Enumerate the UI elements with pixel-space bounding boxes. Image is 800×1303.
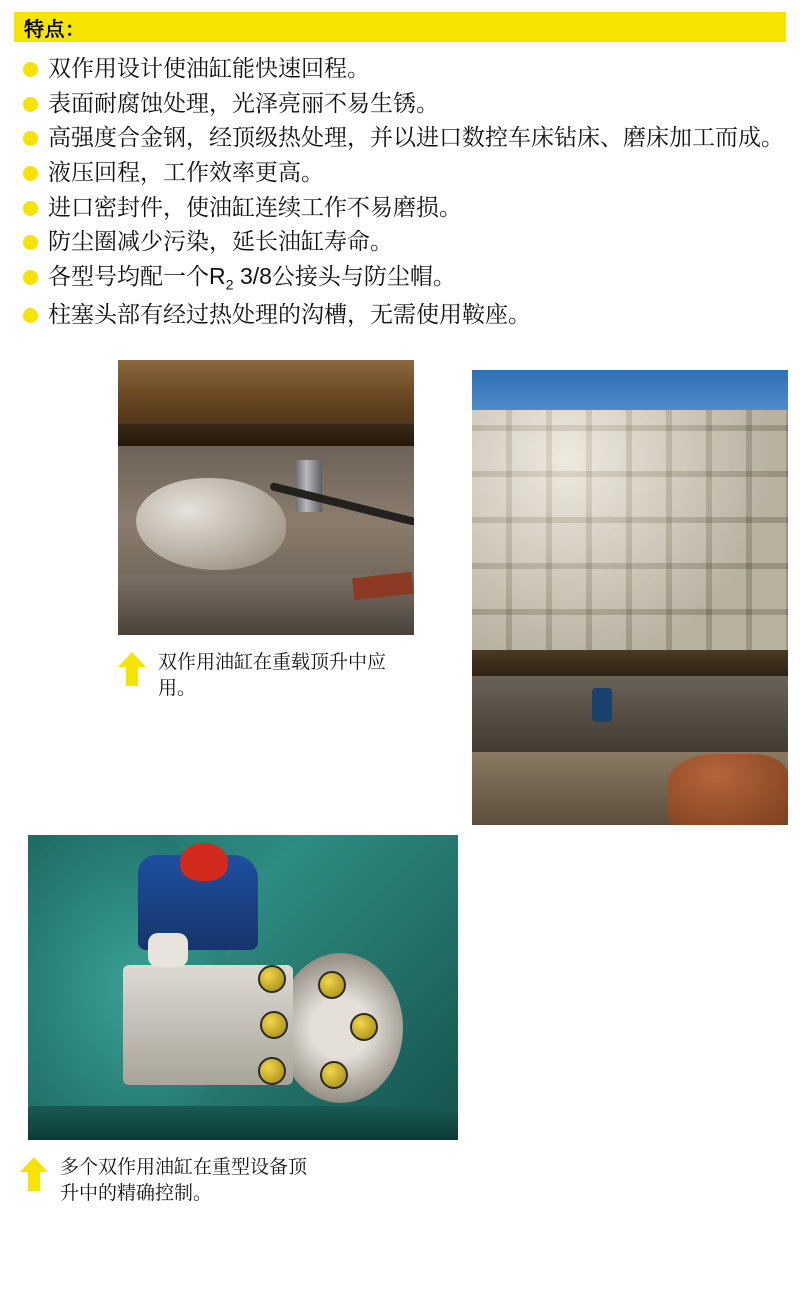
bullet-icon bbox=[23, 235, 38, 250]
caption-text: 多个双作用油缸在重型设备顶升中的精确控制。 bbox=[60, 1157, 308, 1204]
photo-detail bbox=[592, 688, 612, 722]
photo-jacking bbox=[118, 360, 414, 635]
list-item-label: 高强度合金钢，经顶级热处理，并以进口数控车床钻床、磨床加工而成。 bbox=[48, 124, 784, 151]
list-item-label: 表面耐腐蚀处理，光泽亮丽不易生锈。 bbox=[48, 89, 439, 116]
photo-detail bbox=[296, 460, 322, 512]
caption-text: 双作用油缸在重载顶升中应用。 bbox=[158, 652, 387, 699]
bullet-icon bbox=[23, 270, 38, 285]
page-title: 特点： bbox=[24, 18, 86, 41]
photo-gallery bbox=[0, 360, 800, 1220]
photo-detail bbox=[118, 424, 414, 446]
photo-detail bbox=[472, 410, 788, 655]
list-item bbox=[18, 156, 784, 189]
up-arrow-icon bbox=[118, 652, 146, 686]
photo-loadtest bbox=[472, 370, 788, 825]
photo-detail bbox=[472, 650, 788, 678]
list-item-label: 防尘圈减少污染，延长油缸寿命。 bbox=[48, 228, 393, 255]
list-item-label: 柱塞头部有经过热处理的沟槽，无需使用鞍座。 bbox=[48, 300, 531, 327]
list-item bbox=[18, 121, 784, 154]
bullet-icon bbox=[23, 97, 38, 112]
list-item-label-part-after: 3/8公接头与防尘帽。 bbox=[233, 262, 456, 289]
bullet-icon bbox=[23, 308, 38, 323]
list-item bbox=[18, 52, 784, 85]
caption-jacking bbox=[118, 650, 423, 700]
list-item-label-part-before: 各型号均配一个R bbox=[48, 262, 226, 289]
bullet-icon bbox=[23, 62, 38, 77]
bullet-icon bbox=[23, 131, 38, 146]
list-item bbox=[18, 225, 784, 258]
bullet-icon bbox=[23, 166, 38, 181]
photo-detail bbox=[148, 933, 188, 967]
list-item bbox=[18, 298, 784, 331]
photo-detail bbox=[668, 754, 788, 825]
list-item-label: 双作用设计使油缸能快速回程。 bbox=[48, 55, 370, 81]
list-item-label-subscript: 2 bbox=[225, 277, 234, 294]
photo-detail bbox=[28, 1106, 458, 1140]
list-item-label: 进口密封件，使油缸连续工作不易磨损。 bbox=[48, 193, 462, 220]
photo-detail bbox=[472, 676, 788, 756]
list-item bbox=[18, 87, 784, 120]
section-heading-bar bbox=[14, 12, 786, 42]
list-item-label: 液压回程，工作效率更高。 bbox=[48, 158, 324, 185]
bullet-icon bbox=[23, 201, 38, 216]
photo-detail bbox=[180, 843, 228, 881]
list-item bbox=[18, 191, 784, 224]
photo-multicyl bbox=[28, 835, 458, 1140]
up-arrow-icon bbox=[20, 1157, 48, 1191]
feature-list bbox=[18, 52, 784, 330]
list-item bbox=[18, 260, 784, 296]
caption-multicyl bbox=[20, 1155, 325, 1205]
photo-detail bbox=[118, 360, 414, 432]
